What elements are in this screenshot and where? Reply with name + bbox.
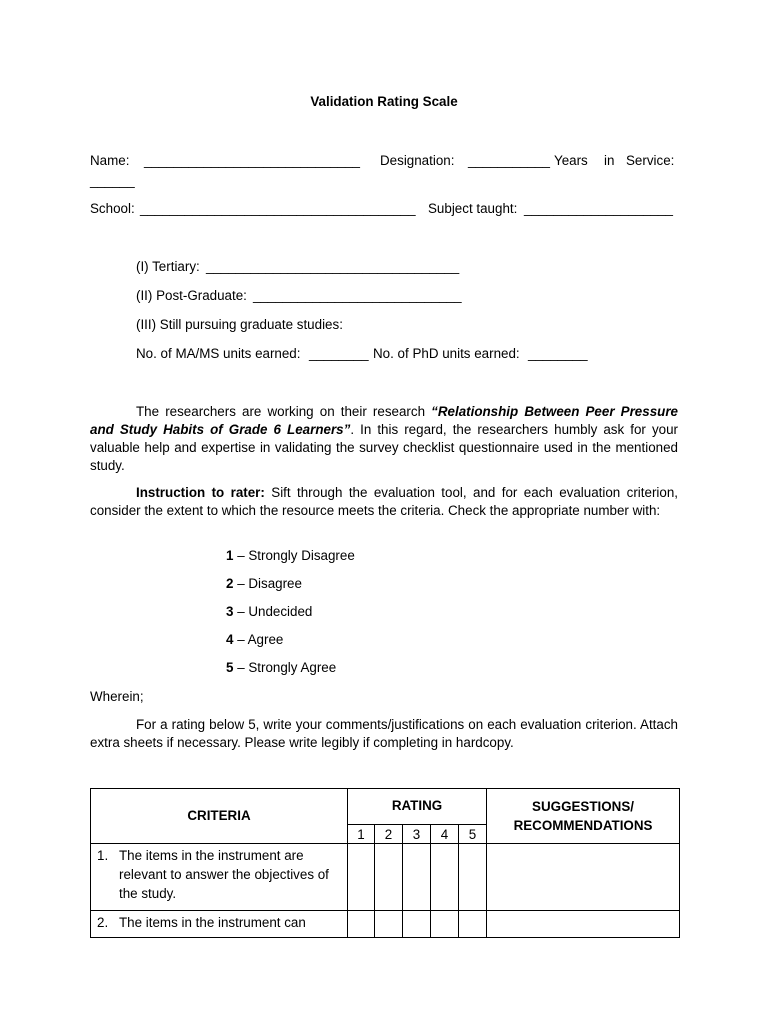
phd-units-label: No. of PhD units earned:	[373, 346, 520, 361]
tertiary-blank[interactable]: __________________________________	[206, 259, 460, 274]
intro-text-after: . In this regard, the researchers humbly ask for your valuable help and expertise in validating the survey checklist questionnaire used in the mentioned study.	[90, 422, 678, 473]
rating-cell-5[interactable]	[459, 844, 487, 911]
wherein-text: Wherein;	[90, 689, 144, 704]
ma-units-label: No. of MA/MS units earned:	[136, 346, 301, 361]
designation-label: Designation:	[380, 153, 455, 168]
intro-text-before: The researchers are working on their research	[136, 404, 426, 419]
note-paragraph	[90, 716, 678, 752]
rating-number: 1	[348, 825, 375, 844]
suggestions-header: SUGGESTIONS/ RECOMMENDATIONS	[487, 789, 680, 844]
page-title: Validation Rating Scale	[310, 94, 458, 109]
instruction-text: Sift through the evaluation tool, and for each evaluation criterion, consider the extent to which the resource meets the criteria. Check the appropriate number with:	[90, 485, 678, 518]
name-label: Name:	[90, 153, 130, 168]
ma-units-blank[interactable]: ________	[309, 346, 369, 361]
postgrad-label: (II) Post-Graduate:	[136, 288, 247, 303]
tertiary-label: (I) Tertiary:	[136, 259, 200, 274]
rating-cell-3[interactable]	[403, 911, 431, 938]
scale-item: 1 – Strongly Disagree	[226, 548, 355, 563]
subject-blank[interactable]: ____________________	[524, 201, 673, 216]
school-label: School:	[90, 201, 135, 216]
table-row	[91, 911, 680, 938]
criterion-cell: 2. The items in the instrument can	[91, 911, 348, 938]
rating-cell-1[interactable]	[348, 911, 375, 938]
rating-header: RATING	[348, 789, 487, 825]
rating-cell-3[interactable]	[403, 844, 431, 911]
criteria-header: CRITERIA	[91, 789, 348, 844]
postgrad-blank[interactable]: ____________________________	[253, 288, 462, 303]
designation-blank[interactable]: ___________	[468, 153, 550, 168]
criteria-table	[90, 788, 680, 938]
table-row	[91, 844, 680, 911]
rating-cell-4[interactable]	[431, 844, 459, 911]
rating-cell-4[interactable]	[431, 911, 459, 938]
rating-cell-2[interactable]	[375, 911, 403, 938]
years-blank[interactable]: ______	[90, 173, 135, 188]
phd-units-blank[interactable]: ________	[528, 346, 588, 361]
scale-item: 4 – Agree	[226, 632, 284, 647]
instruction-label: Instruction to rater:	[136, 485, 265, 500]
name-blank[interactable]: _____________________________	[144, 153, 360, 168]
note-text: For a rating below 5, write your comments/justifications on each evaluation criterion. Attach extra sheets if necessary. Please write legibly if completing in hardcopy.	[90, 717, 678, 750]
rating-number: 3	[403, 825, 431, 844]
rating-number: 4	[431, 825, 459, 844]
school-blank[interactable]: _____________________________________	[140, 201, 416, 216]
intro-paragraph	[90, 403, 678, 475]
years-label: Years	[554, 153, 588, 168]
rating-cell-1[interactable]	[348, 844, 375, 911]
scale-item: 5 – Strongly Agree	[226, 660, 337, 675]
rating-cell-2[interactable]	[375, 844, 403, 911]
criterion-cell: 1. The items in the instrument are relevant to answer the objectives of the study.	[91, 844, 348, 911]
rating-cell-5[interactable]	[459, 911, 487, 938]
rating-number: 2	[375, 825, 403, 844]
instruction-paragraph	[90, 484, 678, 520]
suggestion-cell[interactable]	[487, 844, 680, 911]
scale-item: 3 – Undecided	[226, 604, 313, 619]
subject-label: Subject taught:	[428, 201, 518, 216]
scale-item: 2 – Disagree	[226, 576, 302, 591]
research-title: “Relationship Between Peer Pressure and Study Habits of Grade 6 Learners”	[90, 404, 678, 437]
pursuing-label: (III) Still pursuing graduate studies:	[136, 317, 343, 332]
suggestion-cell[interactable]	[487, 911, 680, 938]
in-label: in	[604, 153, 615, 168]
service-label: Service:	[626, 153, 675, 168]
rating-number: 5	[459, 825, 487, 844]
